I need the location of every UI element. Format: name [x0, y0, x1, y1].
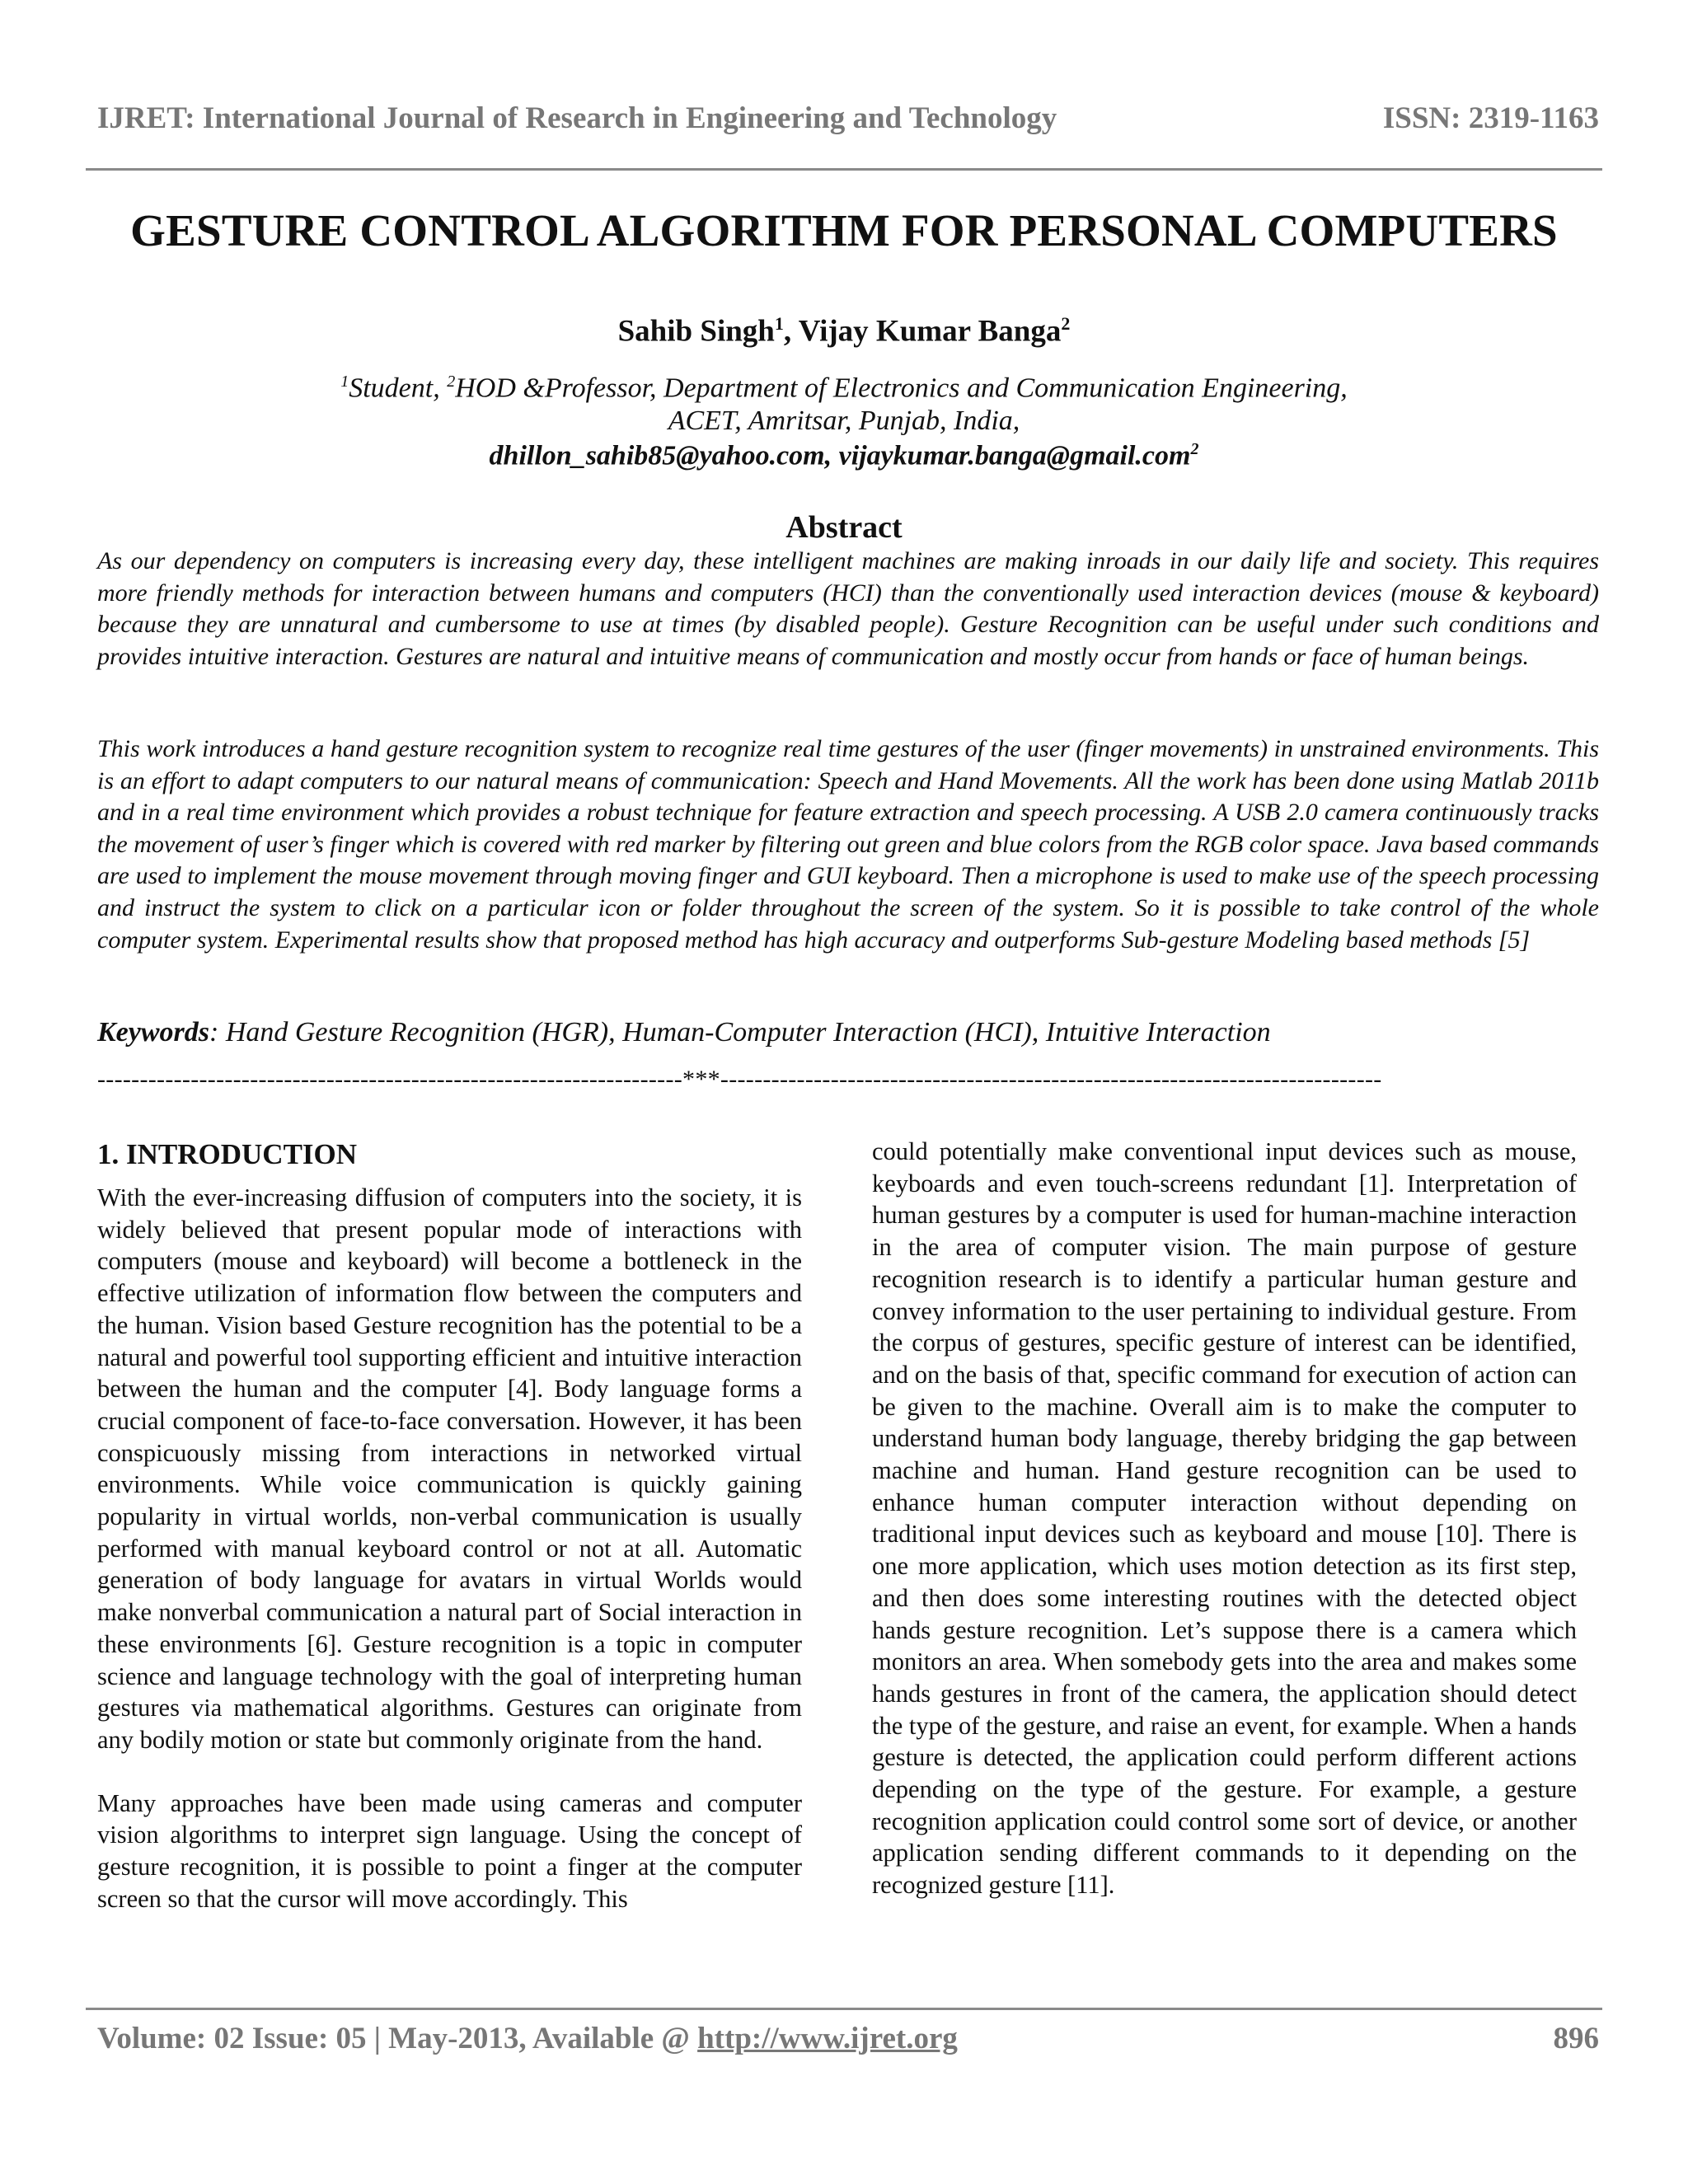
footer-volume	[97, 2021, 958, 2056]
keywords-label: Keywords	[97, 1017, 209, 1047]
author-separator: ,	[783, 314, 799, 349]
intro-paragraph-1: With the ever-increasing diffusion of computers into the society, it is widely believed that present popular mode of interactions with computers (mouse and keyboard) will become a bottleneck in the effective utilization of information flow between the computers and the human. Vision based Gesture recognition has the potential to be a natural and powerful tool supporting efficient and intuitive interaction between the human and the computer [4]. Body language forms a crucial component of face-to-face conversation. However, it has been conspicuously missing from interactions in networked virtual environments. While voice communication is quickly gaining popularity in virtual worlds, non-verbal communication is usually performed with manual keyboard control or not at all. Automatic generation of body language for avatars in virtual Worlds would make nonverbal communication a natural part of Social interaction in these environments [6]. Gesture recognition is a topic in computer science and language technology with the goal of interpreting human gestures via mathematical algorithms. Gestures can originate from any bodily motion or state but commonly originate from the hand.	[97, 1183, 802, 1754]
author-1-sup: 1	[774, 313, 784, 334]
keywords	[97, 1017, 1599, 1048]
affil-sup-1: 1	[340, 373, 349, 391]
author-line	[0, 313, 1688, 349]
keywords-text: : Hand Gesture Recognition (HGR), Human-Computer Interaction (HCI), Intuitive Interaction	[209, 1017, 1271, 1047]
affil-role-1: Student,	[349, 373, 448, 404]
affil-role-2: HOD &Professor, Department of Electronics and Communication Engineering,	[455, 373, 1348, 404]
journal-link[interactable]: http://www.ijret.org	[697, 2021, 958, 2055]
issn: ISSN: 2319-1163	[1382, 101, 1599, 135]
abstract-paragraph-2: This work introduces a hand gesture recognition system to recognize real time gestures of the user (finger movements) in unstrained environments. This is an effort to adapt computers to our natural means of communication: Speech and Hand Movements. All the work has been done using Matlab 2011b and in a real time environment which provides a robust technique for feature extraction and speech processing. A USB 2.0 camera continuously tracks the movement of user’s finger which is covered with red marker by filtering out green and blue colors from the RGB color space. Java based commands are used to implement the mouse movement through moving finger and GUI keyboard. Then a microphone is used to make use of the speech processing and instruct the system to click on a particular icon or folder throughout the screen of the system. So it is possible to take control of the whole computer system. Experimental results show that proposed method has high accuracy and outperforms Sub-gesture Modeling based methods [5]	[97, 735, 1599, 954]
left-column	[97, 1137, 802, 1915]
intro-paragraph-2: Many approaches have been made using cameras and computer vision algorithms to interpret sign language. Using the concept of gesture recognition, it is possible to point a finger at the computer screen so that the cursor will move accordingly. This	[97, 1788, 802, 1913]
author-2: Vijay Kumar Banga	[798, 314, 1062, 349]
right-column	[872, 1136, 1577, 1901]
intro-paragraph-3: could potentially make conventional input devices such as mouse, keyboards and even touch-screens redundant [1]. Interpretation of human gestures by a computer is used for human-machine interaction in the area of computer vision. The main purpose of gesture recognition research is to identify a particular human gesture and convey information to the user pertaining to individual gesture. From the corpus of gestures, specific gesture of interest can be identified, and on the basis of that, specific command for execution of action can be given to the machine. Overall aim is to make the computer to understand human body language, thereby bridging the gap between machine and human. Hand gesture recognition can be used to enhance human computer interaction without depending on traditional input devices such as keyboard and mouse [10]. There is one more application, which uses motion detection as its first step, and then does some interesting routines with the detected object hands gesture recognition. Let’s suppose there is a camera which monitors an area. When somebody gets into the area and makes some hands gestures in front of the camera, the application should detect the type of the gesture, and raise an event, for example. When a hands gesture is detected, the application could perform different actions depending on the type of the gesture. For example, a gesture recognition application could control some sort of device, or another application sending different commands to it depending on the recognized gesture [11].	[872, 1137, 1577, 1900]
footer	[97, 2018, 1599, 2059]
affiliation-line	[0, 373, 1688, 404]
abstract-body	[97, 546, 1599, 673]
affil-sup-2: 2	[447, 373, 456, 391]
abstract-paragraph-1: As our dependency on computers is increasing every day, these intelligent machines are making inroads in our daily life and society. This requires more friendly methods for interaction between humans and computers (HCI) than the conventionally used interaction devices (mouse & keyboard) because they are unnatural and cumbersome to use at times (by disabled people). Gesture Recognition can be useful under such conditions and provides intuitive interaction. Gestures are natural and intuitive means of communication and mostly occur from hands or face of human beings.	[97, 547, 1599, 670]
footer-rule	[86, 2008, 1602, 2010]
email-sup: 2	[1190, 440, 1199, 458]
introduction-heading: 1. INTRODUCTION	[97, 1138, 358, 1170]
abstract-heading: Abstract	[785, 510, 903, 545]
page-number: 896	[1553, 2021, 1599, 2055]
running-header	[97, 97, 1599, 138]
affiliation-location: ACET, Amritsar, Punjab, India,	[668, 405, 1020, 436]
author-emails	[0, 440, 1688, 471]
author-2-sup: 2	[1061, 313, 1071, 334]
paper-title: GESTURE CONTROL ALGORITHM FOR PERSONAL COMPUTERS	[130, 205, 1558, 255]
email-text: dhillon_sahib85@yahoo.com, vijaykumar.banga@gmail.com	[489, 440, 1191, 471]
abstract-body-2	[97, 733, 1599, 956]
header-rule	[86, 168, 1602, 171]
footer-volume-text: Volume: 02 Issue: 05 | May-2013, Available @	[97, 2021, 698, 2055]
author-1: Sahib Singh	[617, 314, 775, 349]
section-separator: ---------------------------------------------------------------------***------------------------------------------------------------------------------	[97, 1066, 1382, 1093]
journal-name: IJRET: International Journal of Research in Engineering and Technology	[97, 101, 1057, 135]
